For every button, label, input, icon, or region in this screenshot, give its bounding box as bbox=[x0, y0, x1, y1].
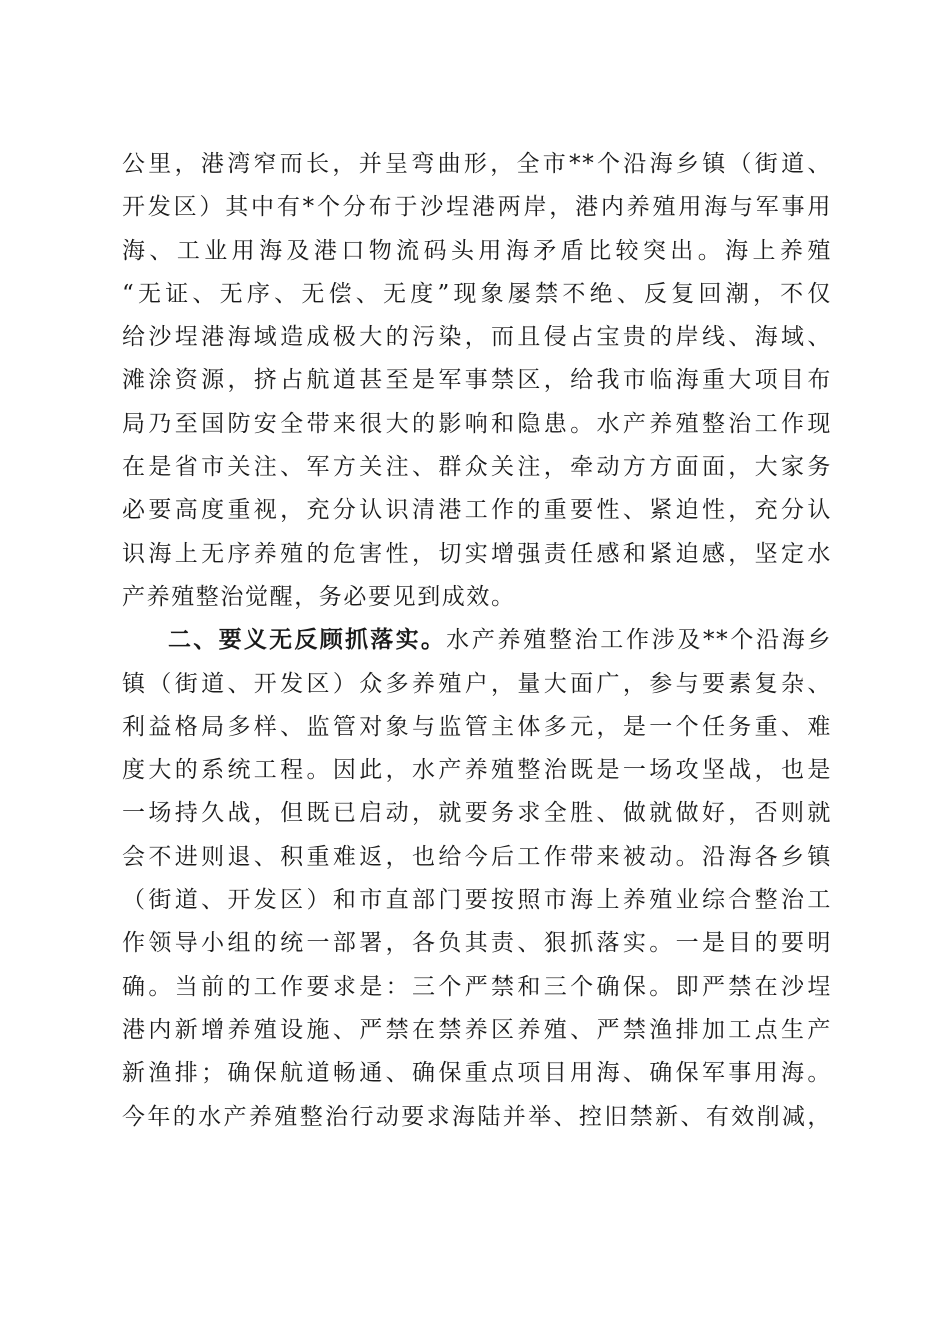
text-line: 今年的水产养殖整治行动要求海陆并举、控旧禁新、有效削减， bbox=[122, 1103, 832, 1130]
text-line: 作领导小组的统一部署，各负其责、狠抓落实。一是目的要明 bbox=[122, 930, 832, 957]
text-line: 公里，港湾窄而长，并呈弯曲形，全市**个沿海乡镇（街道、 bbox=[122, 151, 832, 177]
paragraph-1 bbox=[122, 143, 832, 619]
section-heading: 二、要义无反顾抓落实。 bbox=[168, 627, 447, 654]
text-line: 新渔排；确保航道畅通、确保重点项目用海、确保军事用海。 bbox=[122, 1060, 832, 1087]
text-line: 局乃至国防安全带来很大的影响和隐患。水产养殖整治工作现 bbox=[122, 410, 832, 437]
text-line: 开发区）其中有*个分布于沙埕港两岸，港内养殖用海与军事用 bbox=[122, 194, 832, 221]
paragraph-2-first-line bbox=[122, 619, 832, 662]
paragraph-2 bbox=[122, 619, 832, 1139]
text-line: 给沙埕港海域造成极大的污染，而且侵占宝贵的岸线、海域、 bbox=[122, 324, 832, 351]
text-line: （街道、开发区）和市直部门要按照市海上养殖业综合整治工 bbox=[122, 887, 832, 914]
text-line: 滩涂资源，挤占航道甚至是军事禁区，给我市临海重大项目布 bbox=[122, 367, 832, 394]
text-run: 水产养殖整治工作涉及**个沿海乡 bbox=[446, 627, 832, 654]
text-line: 确。当前的工作要求是：三个严禁和三个确保。即严禁在沙埕 bbox=[122, 973, 832, 1000]
text-line: 一场持久战，但既已启动，就要务求全胜、做就做好，否则就 bbox=[122, 800, 832, 827]
text-line: 识海上无序养殖的危害性，切实增强责任感和紧迫感，坚定水 bbox=[122, 540, 832, 567]
text-line: 度大的系统工程。因此，水产养殖整治既是一场攻坚战，也是 bbox=[122, 757, 832, 784]
text-line: 会不进则退、积重难返，也给今后工作带来被动。沿海各乡镇 bbox=[122, 843, 832, 870]
text-line: “无证、无序、无偿、无度”现象屡禁不绝、反复回潮，不仅 bbox=[122, 280, 832, 307]
text-line: 港内新增养殖设施、严禁在禁养区养殖、严禁渔排加工点生产 bbox=[122, 1016, 832, 1043]
text-line: 镇（街道、开发区）众多养殖户，量大面广，参与要素复杂、 bbox=[122, 670, 832, 697]
text-line: 产养殖整治觉醒，务必要见到成效。 bbox=[122, 583, 516, 610]
text-line: 必要高度重视，充分认识清港工作的重要性、紧迫性，充分认 bbox=[122, 497, 832, 524]
document-body bbox=[122, 143, 832, 1139]
text-line: 在是省市关注、军方关注、群众关注，牵动方方面面，大家务 bbox=[122, 454, 832, 481]
text-line: 海、工业用海及港口物流码头用海矛盾比较突出。海上养殖 bbox=[122, 237, 832, 264]
text-line: 利益格局多样、监管对象与监管主体多元，是一个任务重、难 bbox=[122, 713, 832, 740]
